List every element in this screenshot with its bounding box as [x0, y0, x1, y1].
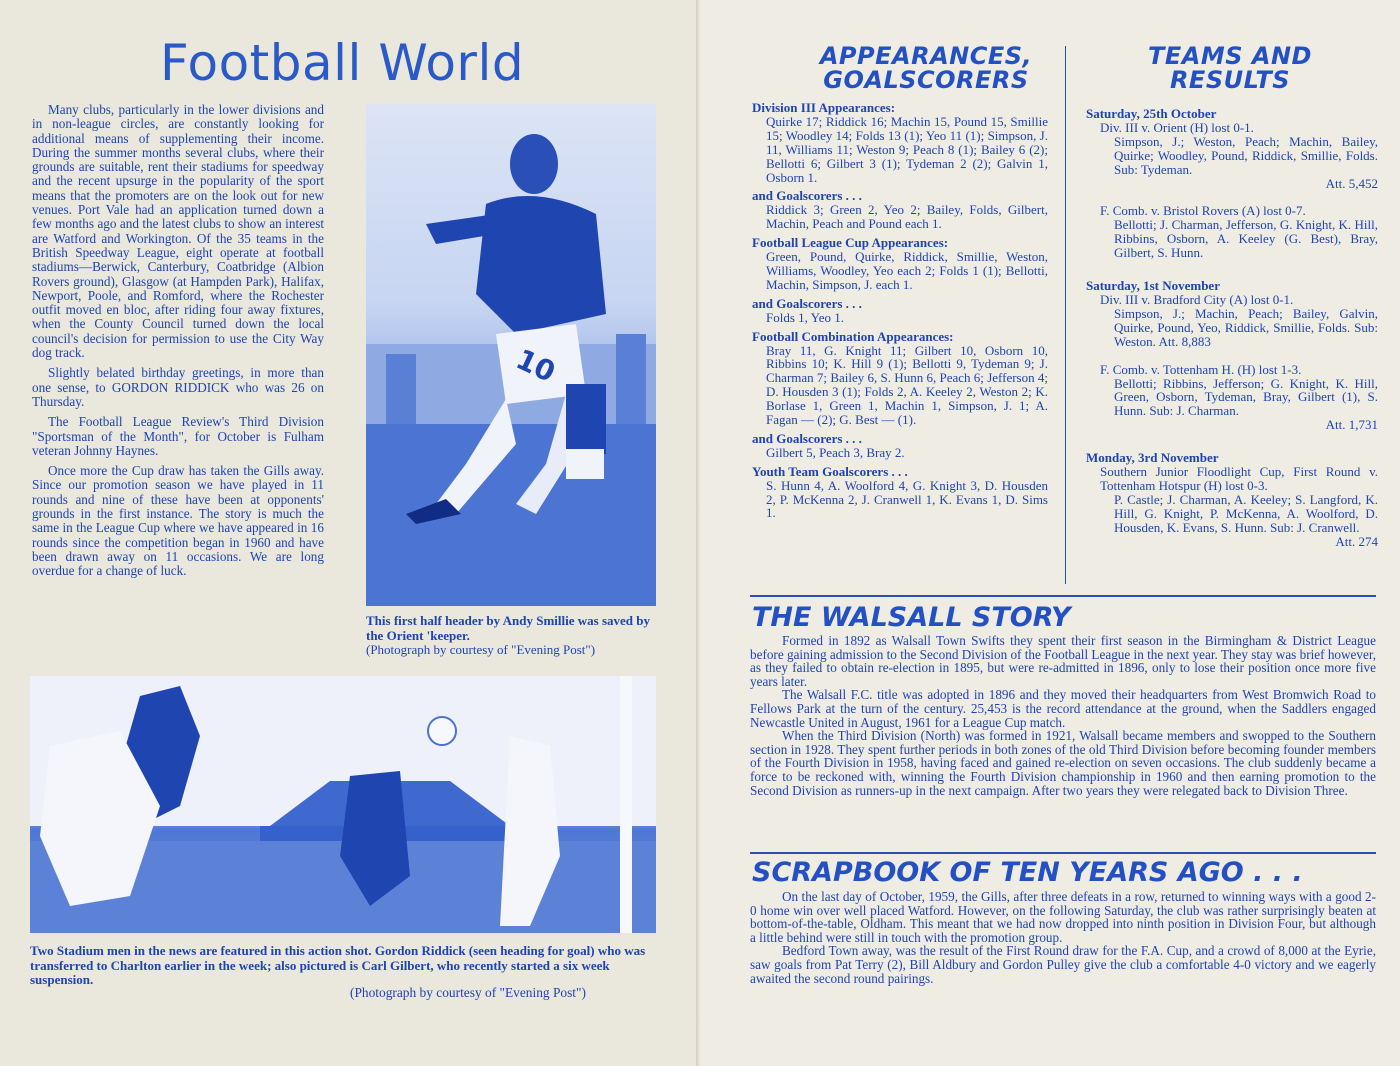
result-team: Simpson, J.; Weston, Peach; Machin, Bailey, Quirke; Woodley, Pound, Riddick, Smillie, Folds. Sub: Tydeman.	[1114, 133, 1378, 177]
photo-caption-1	[366, 614, 658, 658]
section-body: S. Hunn 4, A. Woolford 4, G. Knight 3, D. Housden 2, P. McKenna 2, J. Cranwell 1, K. Evans 1, D. Sims 1.	[766, 477, 1048, 521]
page-title: Football World	[160, 34, 525, 92]
section-heading: Football League Cup Appearances:	[752, 235, 949, 251]
intro-paragraph: The Football League Review's Third Division "Sportsman of the Month", for October is Fulham veteran Johnny Haynes.	[32, 414, 324, 458]
section-heading: Football Combination Appearances:	[752, 328, 954, 344]
action-photo	[30, 676, 656, 933]
photo-caption-2	[30, 944, 658, 988]
appearances-title	[760, 44, 1092, 92]
section-body: Quirke 17; Riddick 16; Machin 15, Pound 15, Smillie 15; Woodley 14; Folds 13 (1); Yeo 11 (1); Simpson, J. 11, Williams 11; Weston 9; Peach 8 (1); Bailey 6 (2); Bellotti 6; Gilbert 3 (1); Tydeman 2 (2); Galvin 1, Osborn 1.	[766, 113, 1048, 185]
result-team: Bellotti; Ribbins, Jefferson; G. Knight, K. Hill, Green, Osborn, Tydeman, Bray, Gilbert (1), S. Hunn. Sub: J. Charman.	[1114, 375, 1378, 419]
results-title	[1080, 44, 1380, 92]
result-match: F. Comb. v. Tottenham H. (H) lost 1-3.	[1100, 361, 1302, 377]
result-date: Saturday, 1st November	[1086, 278, 1220, 294]
shirt-number: 10	[511, 342, 561, 389]
right-page	[700, 0, 1400, 1066]
section-heading: Youth Team Goalscorers . . .	[752, 463, 908, 479]
intro-paragraph: Slightly belated birthday greetings, in more than one sense, to GORDON RIDDICK who was 26 on Thursday.	[32, 365, 324, 409]
walsall-paragraph: The Walsall F.C. title was adopted in 1896 and they moved their headquarters from West Bromwich Road to Fellows Park at the turn of the century. 25,453 is the record attendance at the ground, when the Saddlers engaged Newcastle United in August, 1961 for a League Cup match.	[750, 687, 1376, 730]
walsall-story	[750, 634, 1376, 797]
section-heading: and Goalscorers . . .	[752, 188, 862, 204]
caption-2-credit: (Photograph by courtesy of "Evening Post")	[350, 985, 586, 1000]
appearances-list	[752, 96, 1048, 520]
scrapbook-story	[750, 890, 1376, 985]
walsall-title: THE WALSALL STORY	[752, 602, 1071, 633]
intro-paragraph: Once more the Cup draw has taken the Gills away. Since our promotion season we have played in 11 rounds and nine of these have been at opponents' grounds in the first instance. The story is much the same in the League Cup where we have appeared in 16 rounds since the competition began in 1960 and have been drawn away on 11 occasions. We are long overdue for a change of luck.	[32, 463, 324, 579]
result-match: Div. III v. Bradford City (A) lost 0-1.	[1100, 291, 1294, 307]
scrapbook-title: SCRAPBOOK OF TEN YEARS AGO . . .	[752, 857, 1303, 888]
header-photo-illustration	[366, 104, 656, 606]
appearances-title-line1: APPEARANCES,	[819, 42, 1033, 70]
section-body: Green, Pound, Quirke, Riddick, Smillie, Weston, Williams, Woodley, Yeo each 2; Folds 1 (1); Bellotti, Machin, Simpson, J. each 1.	[766, 249, 1048, 292]
results-title-line1: TEAMS AND	[1148, 42, 1312, 70]
walsall-paragraph: When the Third Division (North) was formed in 1921, Walsall became members and swopped to the Southern section in 1928. They spent further periods in both zones of the old Third Division before becoming founder members of the Fourth Division in 1958, having faced and gained re-election on seven occasions. The club suddenly became a force to be reckoned with, winning the Fourth Division championship in 1960 and then earning promotion to the Second Division as runners-up in the next campaign. After two years they were relegated back to Division Three.	[750, 728, 1376, 798]
scrapbook-paragraph: Bedford Town away, was the result of the First Round draw for the F.A. Cup, and a crowd of 8,000 at the Eyrie, saw goals from Pat Terry (2), Bill Aldbury and Gordon Pulley give the club a comfortable 4-0 victory and we eagerly awaited the second round pairings.	[750, 943, 1376, 986]
caption-1-credit: (Photograph by courtesy of "Evening Post")	[366, 642, 596, 657]
section-body: Bray 11, G. Knight 11; Gilbert 10, Osborn 10, Ribbins 10; K. Hill 9 (1); Bellotti 9, Tydeman 9; J. Charman 7; Bailey 6, S. Hunn 6, Peach 6; Jefferson 4; D. Housden 3 (1); Folds 2, A. Keeley 2, Weston 2; K. Borlase 1, Green 1, Machin 1, Simpson, J. 1; A. Fagan — (2); G. Best — (1).	[766, 342, 1048, 428]
section-rule	[750, 852, 1376, 854]
result-match: Southern Junior Floodlight Cup, First Round v. Tottenham Hotspur (H) lost 0-3.	[1100, 464, 1378, 493]
section-heading: and Goalscorers . . .	[752, 430, 862, 446]
results-title-line2: RESULTS	[1169, 66, 1291, 94]
result-team: Bellotti; J. Charman, Jefferson, G. Knight, K. Hill, Ribbins, Osborn, A. Keeley (G. Best), Bray, Gilbert, S. Hunn.	[1114, 217, 1378, 261]
result-team: Simpson, J.; Machin, Peach; Bailey, Galvin, Quirke, Pound, Yeo, Riddick, Smillie, Folds. Sub: Weston. Att. 8,883	[1114, 305, 1378, 349]
walsall-paragraph: Formed in 1892 as Walsall Town Swifts they spent their first season in the Birmingham & District League before gaining admission to the Second Division of the Football League in the next year. They stay was brief however, as they failed to obtain re-election in 1895, but were re-admitted in 1896, only to lose their position once more five years later.	[750, 633, 1376, 689]
result-match: F. Comb. v. Bristol Rovers (A) lost 0-7.	[1100, 203, 1306, 219]
section-body: Folds 1, Yeo 1.	[766, 309, 845, 325]
section-rule	[750, 595, 1376, 597]
column-divider	[1065, 46, 1066, 584]
appearances-title-line2: GOALSCORERS	[823, 66, 1029, 94]
action-photo-illustration	[30, 676, 656, 933]
result-attendance: Att. 5,452	[1325, 175, 1378, 191]
section-heading: and Goalscorers . . .	[752, 295, 862, 311]
results-list	[1086, 102, 1378, 548]
intro-text	[32, 103, 324, 585]
intro-paragraph: Many clubs, particularly in the lower divisions and in non-league circles, are constantly looking for additional means of supplementing their income. During the summer months several clubs, where their grounds are suitable, rent their stadiums for speedway and the recent upsurge in the popularity of the sport means that the promoters are on the look out for new venues. Port Vale had an application turned down a few months ago and the latest clubs to show an interest are Watford and Workington. Of the 35 teams in the British Speedway League, eight operate at football stadiums—Berwick, Canterbury, Coatbridge (Albion Rovers ground), Glasgow (at Hampden Park), Halifax, Newport, Poole, and Romford, where the Rochester outfit moved en bloc, after riding four away fixtures, when the County Council turned down the local council's decision for permission to use the City Way dog track.	[32, 102, 324, 361]
result-match: Div. III v. Orient (H) lost 0-1.	[1100, 119, 1254, 135]
section-body: Gilbert 5, Peach 3, Bray 2.	[766, 444, 905, 460]
section-body: Riddick 3; Green 2, Yeo 2; Bailey, Folds, Gilbert, Machin, Peach and Pound each 1.	[766, 202, 1048, 232]
result-attendance: Att. 1,731	[1325, 417, 1378, 433]
result-date: Monday, 3rd November	[1086, 450, 1219, 466]
result-date: Saturday, 25th October	[1086, 106, 1217, 121]
caption-1-text: This first half header by Andy Smillie was saved by the Orient 'keeper.	[366, 613, 651, 643]
scrapbook-paragraph: On the last day of October, 1959, the Gills, after three defeats in a row, returned to winning ways with a good 2-0 home win over well placed Watford. However, on the following Saturday, the club was rather surprisingly beaten at bottom-of-the-table, Oldham. This meant that we had now dropped into ninth position in Division Four, but although a little behind were still in touch with the promotion group.	[750, 889, 1376, 945]
caption-2-text: Two Stadium men in the news are featured in this action shot. Gordon Riddick (seen heading for goal) who was transferred to Charlton earlier in the week; also pictured is Carl Gilbert, who recently started a six week suspension.	[30, 943, 646, 987]
header-photo	[366, 104, 656, 606]
result-team: P. Castle; J. Charman, A. Keeley; S. Langford, K. Hill, G. Knight, P. McKenna, A. Woolford, D. Housden, K. Evans, S. Hunn. Sub: J. Cranwell.	[1114, 491, 1378, 535]
section-heading: Division III Appearances:	[752, 100, 896, 115]
result-attendance: Att. 274	[1335, 533, 1378, 549]
